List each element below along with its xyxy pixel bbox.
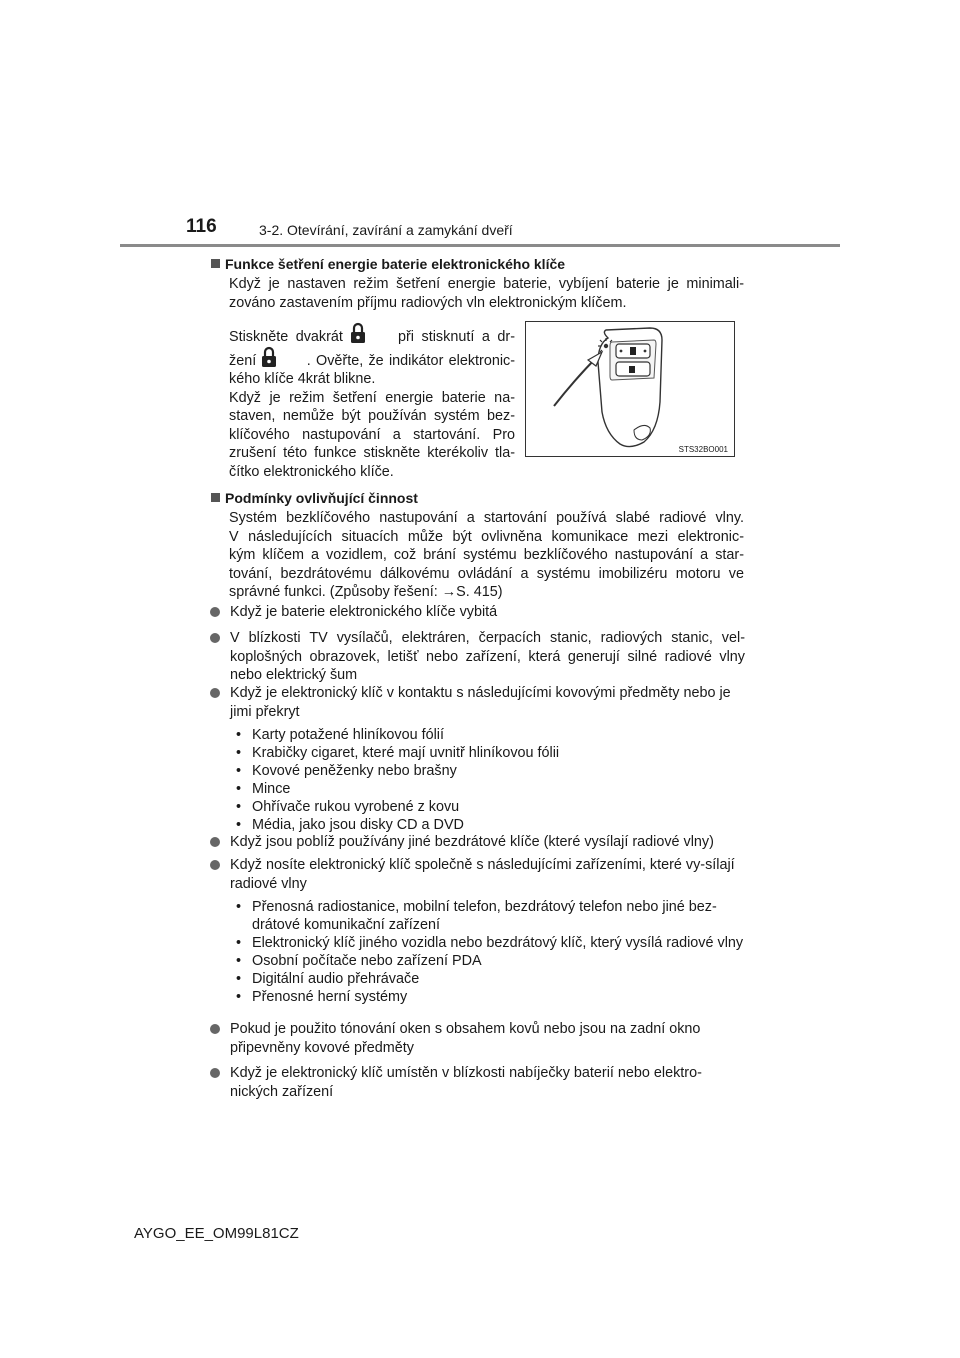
condition-bullet	[210, 1020, 745, 1057]
condition-bullet	[210, 833, 750, 852]
instruction-line-2	[229, 346, 515, 370]
list-item: • Digitální audio přehrávače	[236, 970, 746, 988]
list-item: • Mince	[236, 780, 746, 798]
section-square-icon	[211, 259, 220, 268]
text-line: správné funkci. (Způsoby řešení: →S. 415)	[229, 584, 503, 600]
section-square-icon	[211, 493, 220, 502]
list-item: • Karty potažené hliníkovou fólií	[236, 726, 746, 744]
list-item: • Krabičky cigaret, které mají uvnitř hliníkovou fólii	[236, 744, 746, 762]
lock-icon	[261, 346, 301, 370]
bullet-text: Když je elektronický klíč umístěn v blízkosti nabíječky baterií nebo elektro-nických zařízení	[230, 1065, 702, 1100]
section-title-text: Podmínky ovlivňující činnost	[225, 490, 418, 506]
section2-intro	[229, 509, 744, 602]
instruction-line-1	[229, 322, 515, 346]
condition-bullet	[210, 629, 745, 685]
bullet-dot-icon	[210, 860, 220, 870]
text-line: zováno zastavením příjmu radiových vln elektronickým klíčem.	[229, 294, 627, 311]
bullet-dot-icon	[210, 607, 220, 617]
bullet-dot-icon	[210, 837, 220, 847]
condition-bullet	[210, 603, 745, 622]
text-line: kého klíče 4krát blikne.	[229, 371, 376, 387]
bullet-text: Když jsou poblíž používány jiné bezdrátové klíče (které vysílají radiové vlny)	[230, 834, 714, 850]
model-code: AYGO_EE_OM99L81CZ	[134, 1225, 299, 1242]
text-line: čítko elektronického klíče.	[229, 463, 394, 480]
metal-objects-list	[236, 726, 746, 834]
text-line: klíčového nastupování a startování. Pro	[229, 426, 515, 443]
bullet-dot-icon	[210, 688, 220, 698]
bullet-text: Když je baterie elektronického klíče vybitá	[230, 604, 498, 620]
bullet-text: Když nosíte elektronický klíč společně s následujícími zařízeními, které vy-sílají radiové vlny	[230, 857, 735, 892]
bullet-dot-icon	[210, 633, 220, 643]
text-line: Když je režim šetření energie baterie na-	[229, 389, 515, 406]
radio-devices-list	[236, 898, 746, 1006]
header-divider	[120, 244, 840, 247]
text-line: staven, nemůže být používán systém bez-	[229, 408, 515, 424]
text-line: kým klíčem a vozidlem, což brání systému bezklíčového nastupování a star-	[229, 547, 744, 563]
condition-bullet	[210, 1064, 745, 1101]
condition-bullet	[210, 856, 745, 893]
section1-intro	[229, 275, 744, 312]
bullet-text: V blízkosti TV vysílačů, elektráren, čerpacích stanic, radiových stanic, vel-koplošných obrazovek, letišť nebo zařízení, která generují silné radiové vlny nebo elektrický šum	[230, 630, 745, 683]
list-item: • Přenosná radiostanice, mobilní telefon, bezdrátový telefon nebo jiné bez-drátové komunikační zařízení	[236, 898, 746, 934]
key-fob-figure	[525, 321, 735, 457]
text-line: V následujících situacích může být ovlivněna komunikace mezi elektronic-	[229, 528, 744, 545]
section-title-battery-saving	[211, 256, 565, 272]
text-fragment: Stiskněte dvakrát	[229, 328, 343, 345]
text-fragment: při stisknutí a dr-	[398, 328, 515, 345]
condition-bullet	[210, 684, 745, 721]
list-item: • Osobní počítače nebo zařízení PDA	[236, 952, 746, 970]
page-number: 116	[186, 216, 217, 237]
text-fragment: . Ověřte, že indikátor elektronic-	[306, 352, 515, 369]
text-line: tování, bezdrátovému dálkovému ovládání a systému imobilizéru motoru ve	[229, 565, 744, 582]
text-line: Když je nastaven režim šetření energie baterie, vybíjení baterie je minimali-	[229, 276, 744, 292]
bullet-text: Pokud je použito tónování oken s obsahem kovů nebo jsou na zadní okno připevněny kovové předměty	[230, 1021, 701, 1056]
chapter-title: 3-2. Otevírání, zavírání a zamykání dveří	[259, 222, 513, 238]
bullet-dot-icon	[210, 1068, 220, 1078]
figure-code: STS32BO001	[678, 445, 728, 454]
lock-icon	[350, 322, 390, 346]
text-line: zrušení této funkce stiskněte kterékoliv tla-	[229, 445, 515, 461]
text-line: Systém bezklíčového nastupování a startování používá slabé radiové vlny.	[229, 510, 744, 526]
list-item: • Přenosné herní systémy	[236, 988, 746, 1006]
bullet-dot-icon	[210, 1024, 220, 1034]
list-item: • Kovové peněženky nebo brašny	[236, 762, 746, 780]
bullet-text: Když je elektronický klíč v kontaktu s následujícími kovovými předměty nebo je jimi překryt	[230, 685, 731, 720]
key-fob-illustration	[526, 322, 734, 456]
text-fragment: žení	[229, 352, 257, 369]
section-title-conditions	[211, 490, 418, 506]
section1-instructions	[229, 322, 515, 481]
list-item: • Ohřívače rukou vyrobené z kovu	[236, 798, 746, 816]
list-item: • Elektronický klíč jiného vozidla nebo bezdrátový klíč, který vysílá radiové vlny	[236, 934, 746, 952]
section-title-text: Funkce šetření energie baterie elektronického klíče	[225, 256, 566, 272]
list-item: • Média, jako jsou disky CD a DVD	[236, 816, 746, 834]
